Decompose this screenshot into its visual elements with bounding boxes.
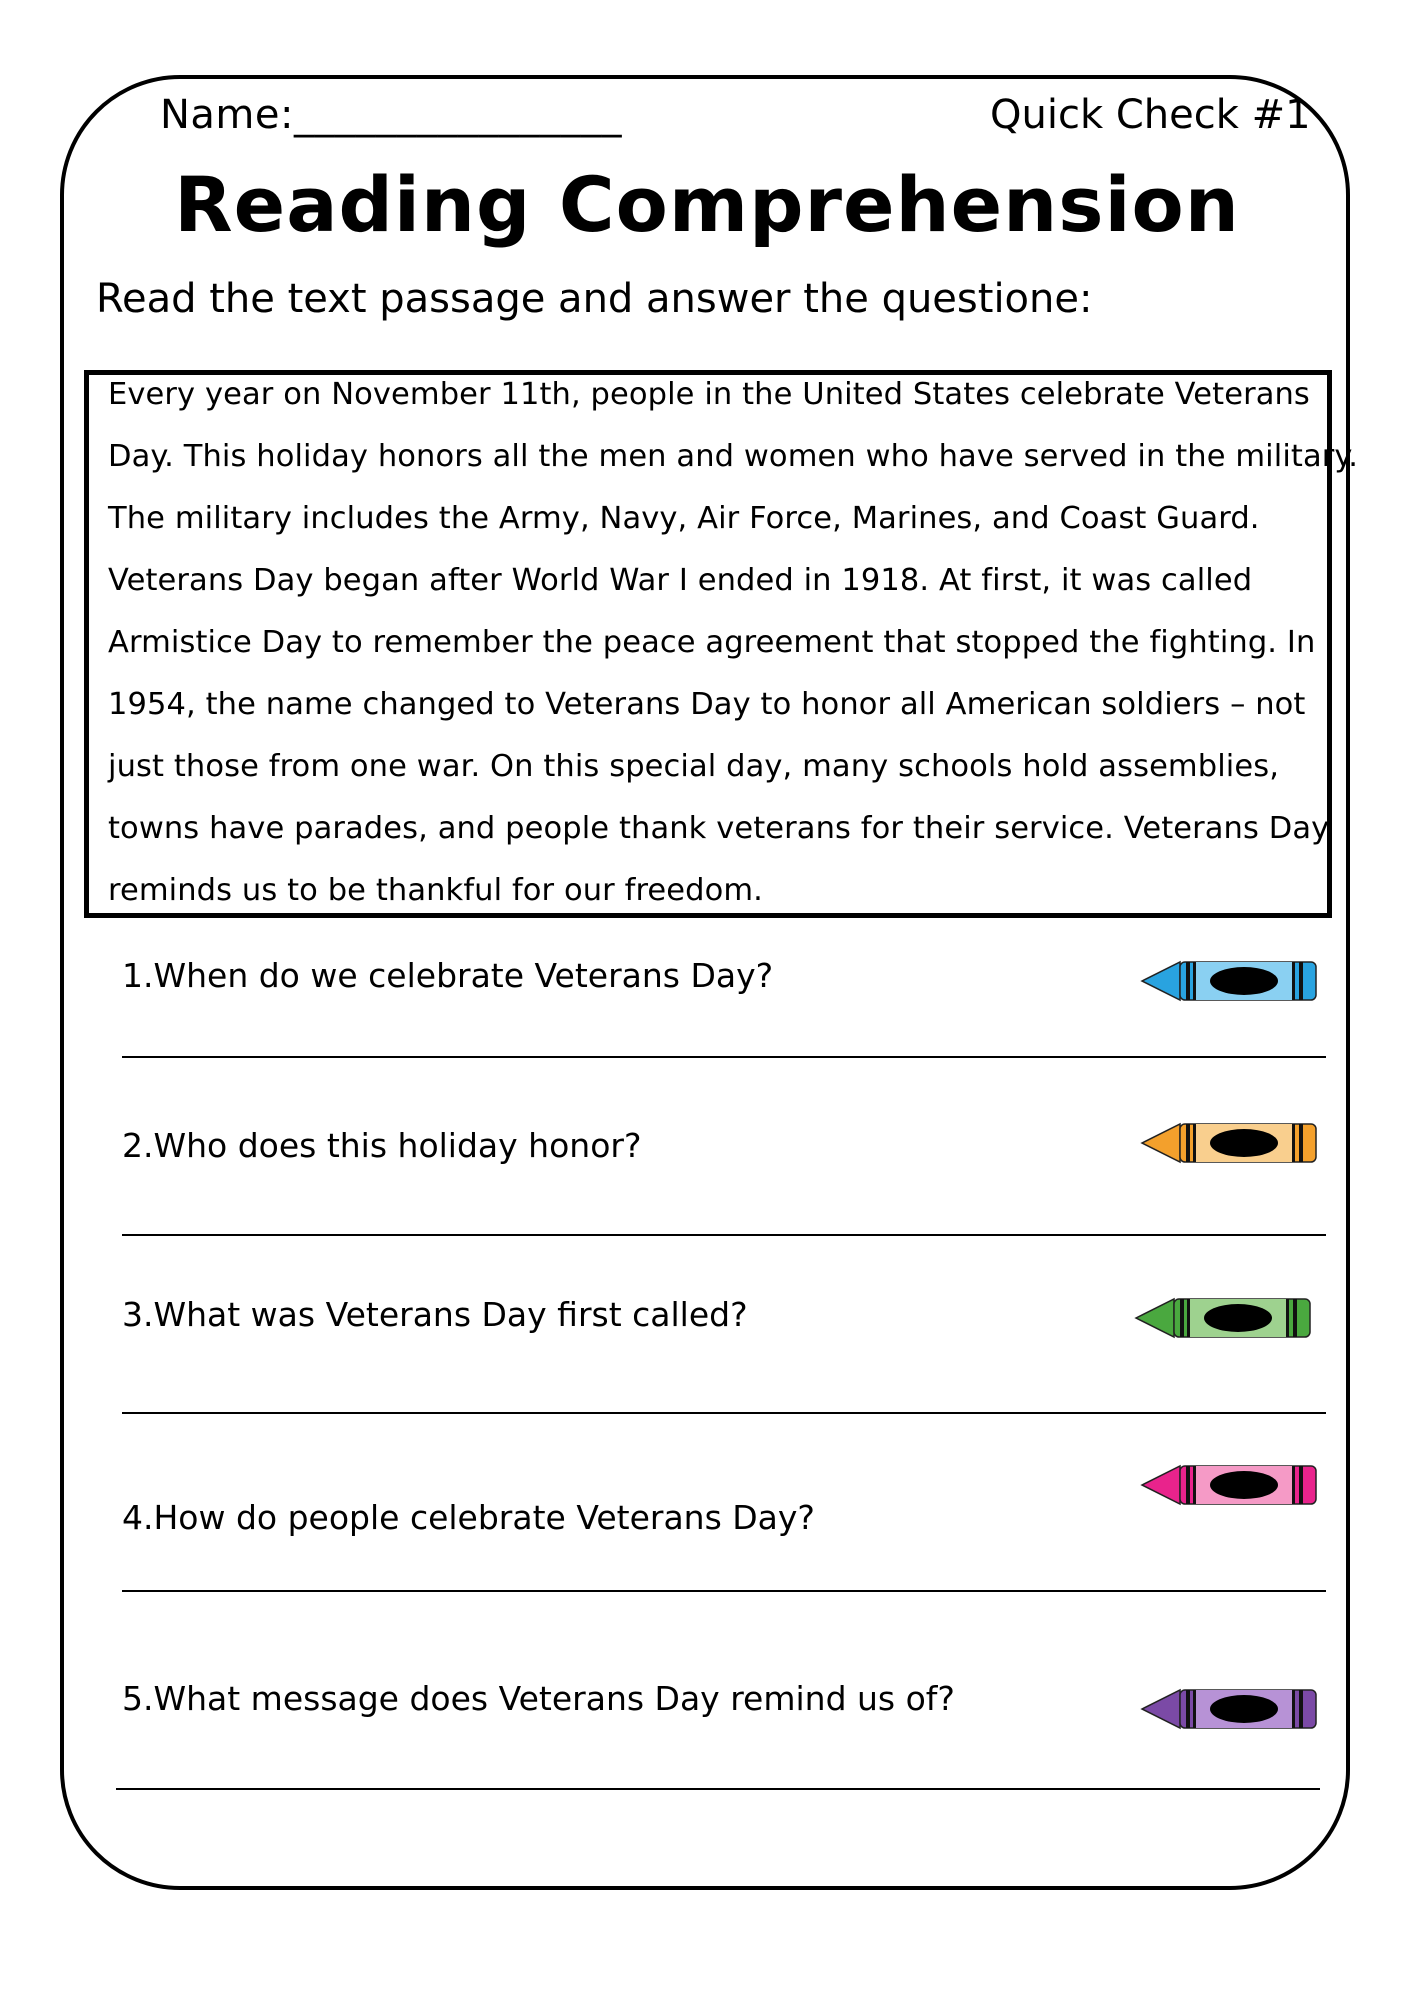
passage-line: Veterans Day began after World War I ended in 1918. At first, it was called [108,563,1253,598]
question-1: 1.When do we celebrate Veterans Day? [122,956,774,995]
page-title: Reading Comprehension [174,160,1240,249]
passage-line: reminds us to be thankful for our freedom. [108,873,763,908]
pink-crayon-icon [1140,1462,1320,1508]
passage-line: 1954, the name changed to Veterans Day to honor all American soldiers – not [108,687,1306,722]
question-2: 2.Who does this holiday honor? [122,1126,642,1165]
passage-line: towns have parades, and people thank veterans for their service. Veterans Day [108,811,1330,846]
answer-line-2[interactable] [122,1234,1326,1236]
blue-crayon-icon [1140,958,1320,1004]
orange-crayon-icon [1140,1120,1320,1166]
answer-line-5[interactable] [116,1788,1320,1790]
question-5: 5.What message does Veterans Day remind us of? [122,1679,955,1718]
purple-crayon-icon [1140,1686,1320,1732]
passage-line: Day. This holiday honors all the men and women who have served in the military. [108,439,1358,474]
instruction-text: Read the text passage and answer the questione: [96,276,1093,322]
question-4: 4.How do people celebrate Veterans Day? [122,1498,815,1537]
quick-check-label: Quick Check #1 [990,92,1311,138]
passage-line: The military includes the Army, Navy, Air Force, Marines, and Coast Guard. [108,501,1260,536]
green-crayon-icon [1134,1295,1314,1341]
answer-line-4[interactable] [122,1590,1326,1592]
name-field[interactable]: Name:________________ [160,92,622,138]
passage-line: Armistice Day to remember the peace agreement that stopped the fighting. In [108,625,1316,660]
answer-line-3[interactable] [122,1412,1326,1414]
answer-line-1[interactable] [122,1056,1326,1058]
passage-line: Every year on November 11th, people in the United States celebrate Veterans [108,377,1310,412]
passage-line: just those from one war. On this special day, many schools hold assemblies, [108,749,1279,784]
question-3: 3.What was Veterans Day first called? [122,1295,748,1334]
